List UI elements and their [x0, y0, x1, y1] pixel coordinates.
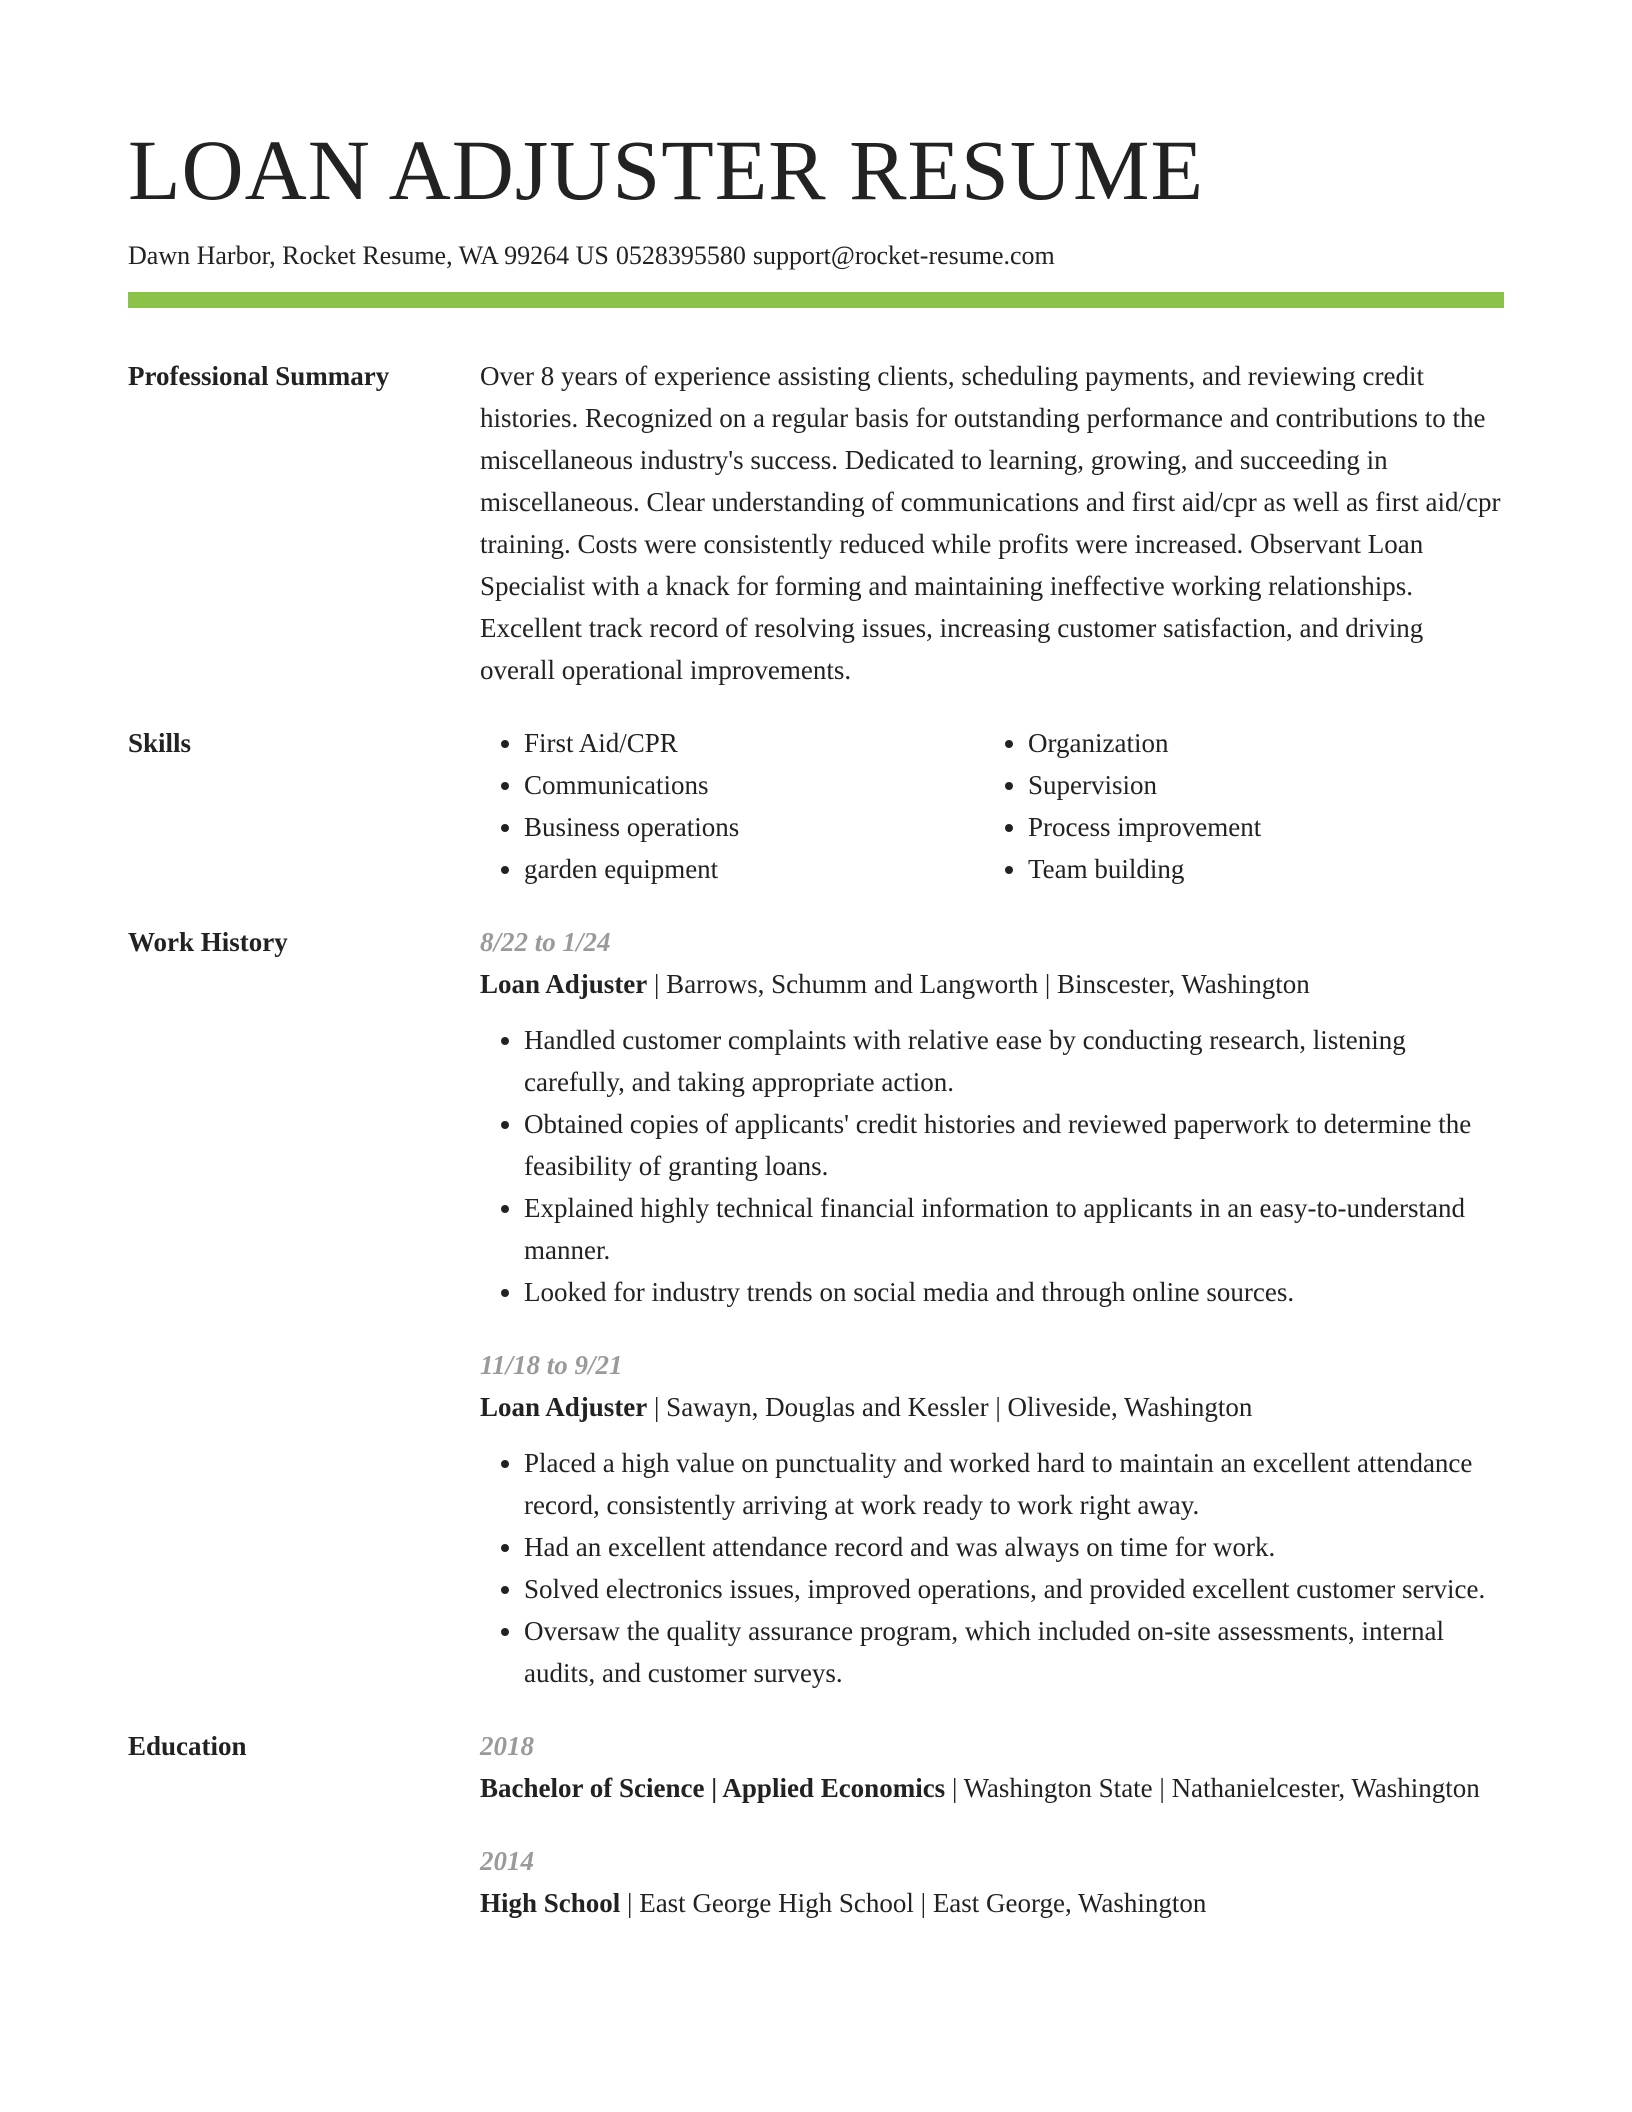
summary-text: Over 8 years of experience assisting clients, scheduling payments, and reviewing credit histories. Recognized on a regular basis for outstanding performance and contributions to the miscellaneous industry's success. Dedicated to learning, growing, and succeeding in miscellaneous. Clear understanding of communications and first aid/cpr as well as first aid/cpr training. Costs were consistently reduced while profits were increased. Observant Loan Specialist with a knack for forming and maintaining ineffective working relationships. Excellent track record of resolving issues, increasing customer satisfaction, and driving overall operational improvements.: [480, 361, 1501, 685]
skill-item: • Business operations: [524, 806, 984, 848]
skills-column-2: [984, 722, 1504, 890]
job-bullet: • Oversaw the quality assurance program, which included on-site assessments, internal audits, and customer surveys.: [524, 1610, 1504, 1694]
job-bullets: [480, 1019, 1504, 1313]
work-history-label: Work History: [128, 927, 288, 957]
job-bullet: • Placed a high value on punctuality and worked hard to maintain an excellent attendance record, consistently arriving at work ready to work right away.: [524, 1442, 1504, 1526]
skill-item: • Team building: [1028, 848, 1504, 890]
skill-item: • Process improvement: [1028, 806, 1504, 848]
summary-section: [128, 355, 1504, 691]
job-bullet: • Handled customer complaints with relative ease by conducting research, listening carefully, and taking appropriate action.: [524, 1019, 1504, 1103]
job-bullet: • Had an excellent attendance record and was always on time for work.: [524, 1526, 1504, 1568]
skills-section: [128, 722, 1504, 890]
job-entry: [480, 921, 1504, 1313]
job-title-line: [480, 1386, 1504, 1428]
education-degree-line: [480, 1767, 1504, 1809]
skills-column-1: [480, 722, 984, 890]
job-bullet: • Solved electronics issues, improved operations, and provided excellent customer service.: [524, 1568, 1504, 1610]
work-history-section: [128, 921, 1504, 1694]
skill-item: • Organization: [1028, 722, 1504, 764]
contact-line: [128, 238, 1504, 274]
job-employer: | Barrows, Schumm and Langworth | Binscester, Washington: [647, 969, 1310, 999]
education-section: [128, 1725, 1504, 1924]
job-dates: 11/18 to 9/21: [480, 1350, 623, 1380]
contact-phone: 0528395580: [615, 241, 746, 270]
job-bullets: [480, 1442, 1504, 1694]
skills-label: Skills: [128, 728, 192, 758]
education-degree-line: [480, 1882, 1504, 1924]
job-bullet: • Looked for industry trends on social media and through online sources.: [524, 1271, 1504, 1313]
education-label: Education: [128, 1731, 247, 1761]
job-title: Loan Adjuster: [480, 969, 648, 999]
education-degree: High School: [480, 1888, 621, 1918]
job-title-line: [480, 963, 1504, 1005]
header-divider: [128, 292, 1504, 308]
skill-item: • Communications: [524, 764, 984, 806]
resume-page: [128, 120, 1504, 1924]
education-entry: [480, 1840, 1504, 1924]
summary-label: Professional Summary: [128, 361, 390, 391]
education-year: 2014: [480, 1846, 534, 1876]
skill-item: • First Aid/CPR: [524, 722, 984, 764]
education-school: | Washington State | Nathanielcester, Washington: [945, 1773, 1480, 1803]
education-degree: Bachelor of Science | Applied Economics: [480, 1773, 946, 1803]
skill-item: • garden equipment: [524, 848, 984, 890]
education-entry: [480, 1725, 1504, 1809]
job-bullet: • Obtained copies of applicants' credit histories and reviewed paperwork to determine the feasibility of granting loans.: [524, 1103, 1504, 1187]
job-dates: 8/22 to 1/24: [480, 927, 611, 957]
education-year: 2018: [480, 1731, 534, 1761]
skill-item: • Supervision: [1028, 764, 1504, 806]
job-employer: | Sawayn, Douglas and Kessler | Oliveside, Washington: [647, 1392, 1253, 1422]
job-title: Loan Adjuster: [480, 1392, 648, 1422]
contact-email: support@rocket-resume.com: [752, 241, 1055, 270]
contact-address: Dawn Harbor, Rocket Resume, WA 99264 US: [128, 241, 609, 270]
job-entry: [480, 1344, 1504, 1694]
education-school: | East George High School | East George, Washington: [620, 1888, 1207, 1918]
resume-title: LOAN ADJUSTER RESUME: [128, 122, 1204, 218]
job-bullet: • Explained highly technical financial information to applicants in an easy-to-understand manner.: [524, 1187, 1504, 1271]
